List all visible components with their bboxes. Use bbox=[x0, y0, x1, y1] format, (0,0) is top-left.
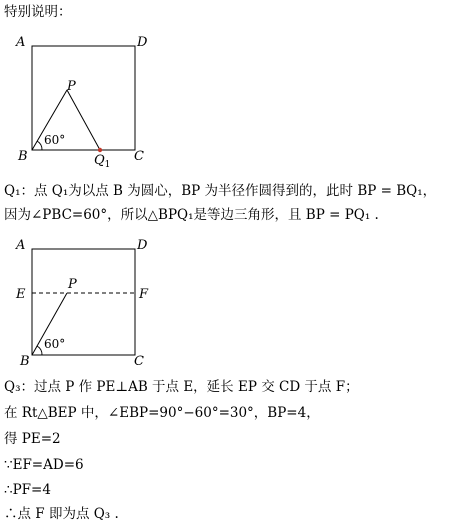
label-d: D bbox=[137, 35, 148, 50]
angle-label-2: 60° bbox=[44, 337, 66, 351]
figure-square-equilateral bbox=[0, 30, 474, 200]
label-d-2: D bbox=[137, 238, 148, 253]
figure-square-perpendicular bbox=[0, 234, 474, 369]
label-e: E bbox=[16, 287, 26, 302]
para1-line2: 因为∠PBC=60°，所以△BPQ₁是等边三角形，且 BP = PQ₁ . bbox=[4, 207, 379, 223]
para2-line6: ∴点 F 即为点 Q₃ . bbox=[4, 506, 119, 522]
para1-line1: Q₁：点 Q₁为以点 B 为圆心，BP 为半径作圆得到的，此时 BP = BQ₁， bbox=[4, 183, 437, 199]
angle-label: 60° bbox=[44, 133, 66, 147]
para2-line3: 得 PE=2 bbox=[4, 431, 61, 447]
label-b: B bbox=[18, 149, 28, 164]
para2-line1: Q₃：过点 P 作 PE⊥AB 于点 E，延长 EP 交 CD 于点 F； bbox=[4, 379, 359, 395]
label-a-2: A bbox=[16, 238, 26, 253]
angle-arc bbox=[37, 141, 42, 150]
label-b-2: B bbox=[20, 354, 30, 369]
label-p-2: P bbox=[68, 277, 77, 292]
label-c: C bbox=[134, 149, 144, 164]
label-f: F bbox=[139, 287, 149, 302]
label-p: P bbox=[67, 79, 76, 94]
angle-arc-2 bbox=[37, 346, 42, 355]
point-q1-marker bbox=[98, 148, 102, 152]
para2-line2: 在 Rt△BEP 中，∠EBP=90°−60°=30°，BP=4， bbox=[4, 405, 320, 421]
para2-line5: ∴PF=4 bbox=[4, 482, 51, 498]
label-c-2: C bbox=[134, 354, 144, 369]
label-q1: $Q_1$ bbox=[94, 153, 111, 170]
segment-pq1 bbox=[67, 90, 100, 150]
section-heading: 特别说明： bbox=[4, 4, 72, 20]
label-a: A bbox=[16, 35, 26, 50]
para2-line4: ∵EF=AD=6 bbox=[4, 457, 84, 473]
